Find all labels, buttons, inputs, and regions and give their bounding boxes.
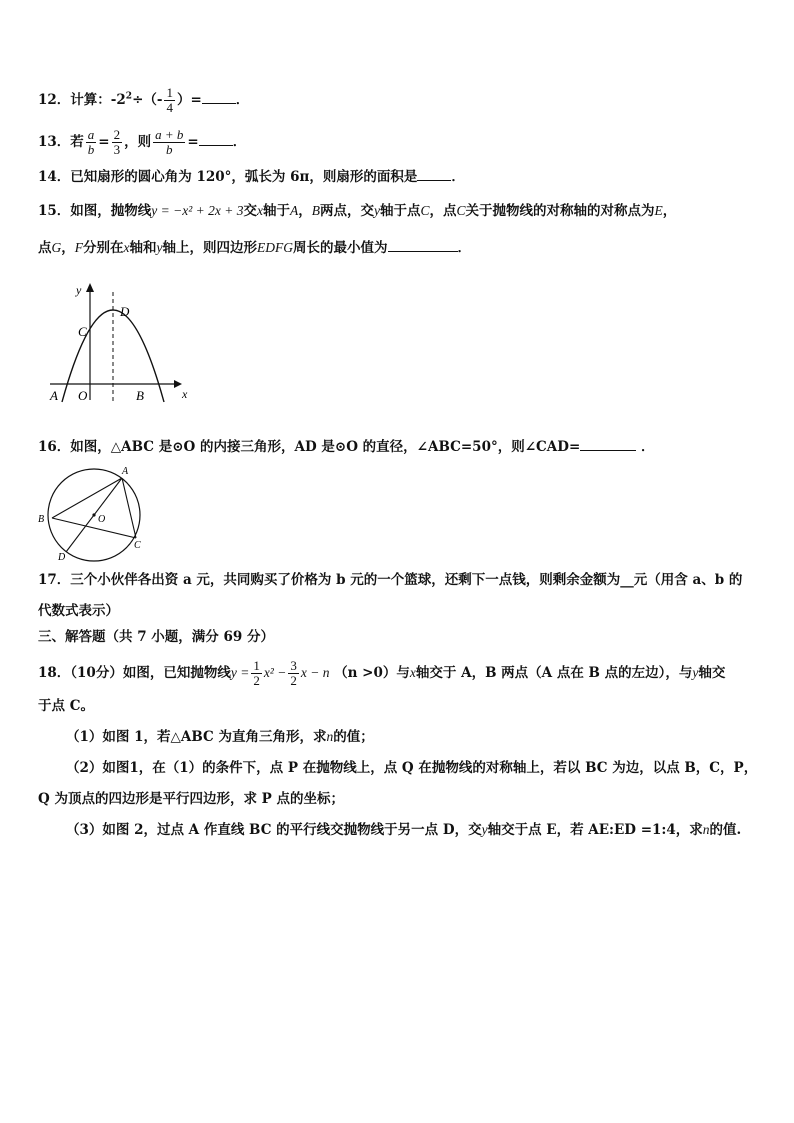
label-d: D [120, 304, 130, 319]
question-18-line-1: 18．（10分）如图，已知抛物线y = $\frac{1}{2}$ x² − $\frac{3}{2}$ x − n （n >0）与x轴交于 A，B 两点（A 点在 B 点的左边），与y轴交 [38, 658, 726, 688]
question-18-part-2-line-2: Q 为顶点的四边形是平行四边形，求 P 点的坐标； [38, 791, 345, 807]
answer-blank [417, 166, 451, 181]
label-b: B [136, 388, 144, 403]
fraction-ab-b: $\frac{a + b}{b}$ [155, 127, 184, 157]
label-o: O [78, 388, 88, 403]
circle-figure [36, 464, 156, 564]
question-13: 13．若 $\frac{a}{b}$ = $\frac{2}{3}$ ，则 $\frac{a + b}{b}$ = ． [38, 127, 247, 157]
label-x: x [182, 387, 188, 401]
label-c: C [134, 540, 141, 551]
question-17-line-2: 代数式表示） [38, 603, 119, 619]
center-point [92, 513, 95, 516]
x-axis-arrow [174, 380, 182, 388]
parabola-figure [40, 278, 200, 408]
label-a: A [122, 466, 129, 477]
fraction-1-2: $\frac{1}{2}$ [253, 658, 260, 688]
question-12: 12．计算：$-2^2\div(-$ $\frac{1}{4}$ ）= ． [38, 85, 250, 115]
answer-blank [199, 131, 233, 146]
label-d: D [58, 552, 66, 563]
segment-ac [122, 478, 136, 538]
answer-blank [388, 237, 458, 252]
question-18-part-3: （3）如图 2，过点 A 作直线 BC 的平行线交抛物线于另一点 D，交y轴交于点 E，若 AE:ED =1:4，求n的值. [66, 822, 742, 838]
y-axis-arrow [86, 283, 94, 292]
question-16: 16．如图，△ABC 是⊙O 的内接三角形，AD 是⊙O 的直径，∠ABC=50°，则∠CAD= ． [38, 436, 654, 457]
answer-blank [202, 89, 236, 104]
label-c: C [78, 324, 87, 339]
label-a: A [50, 388, 58, 403]
question-18-part-1: （1）如图 1，若△ABC 为直角三角形，求n的值； [66, 729, 374, 745]
question-15-line-2: 点G，F分别在x轴和y轴上，则四边形EDFG周长的最小值为 ． [38, 237, 471, 258]
question-17-line-1: 17．三个小伙伴各出资 a 元，共同购买了价格为 b 元的一个篮球，还剩下一点钱，则剩余金额为__元（用含 a、b 的 [38, 572, 743, 588]
question-15-line-1: 15．如图，抛物线y = −x² + 2x + 3交x轴于A，B两点，交y轴于点C，点C关于抛物线的对称轴的对称点为E， [38, 203, 677, 219]
segment-ab [52, 478, 122, 518]
section-heading: 三、解答题（共 7 小题，满分 69 分） [38, 629, 274, 645]
fraction-1-4: $\frac{1}{4}$ [166, 85, 173, 115]
question-18-part-2-line-1: （2）如图1，在（1）的条件下，点 P 在抛物线上，点 Q 在抛物线的对称轴上，若以 BC 为边，以点 B，C，P， [66, 760, 758, 776]
fraction-a-b: $\frac{a}{b}$ [87, 127, 95, 157]
segment-bc [52, 518, 136, 538]
question-14: 14．已知扇形的圆心角为 120°，弧长为 6π，则扇形的面积是 ． [38, 166, 465, 187]
fraction-3-2: $\frac{3}{2}$ [290, 658, 297, 688]
question-18-line-2: 于点 C。 [38, 698, 94, 714]
label-o: O [98, 514, 106, 525]
label-y: y [76, 283, 82, 297]
answer-blank [580, 436, 636, 451]
fraction-2-3: $\frac{2}{3}$ [113, 127, 121, 157]
label-b: B [38, 514, 45, 525]
